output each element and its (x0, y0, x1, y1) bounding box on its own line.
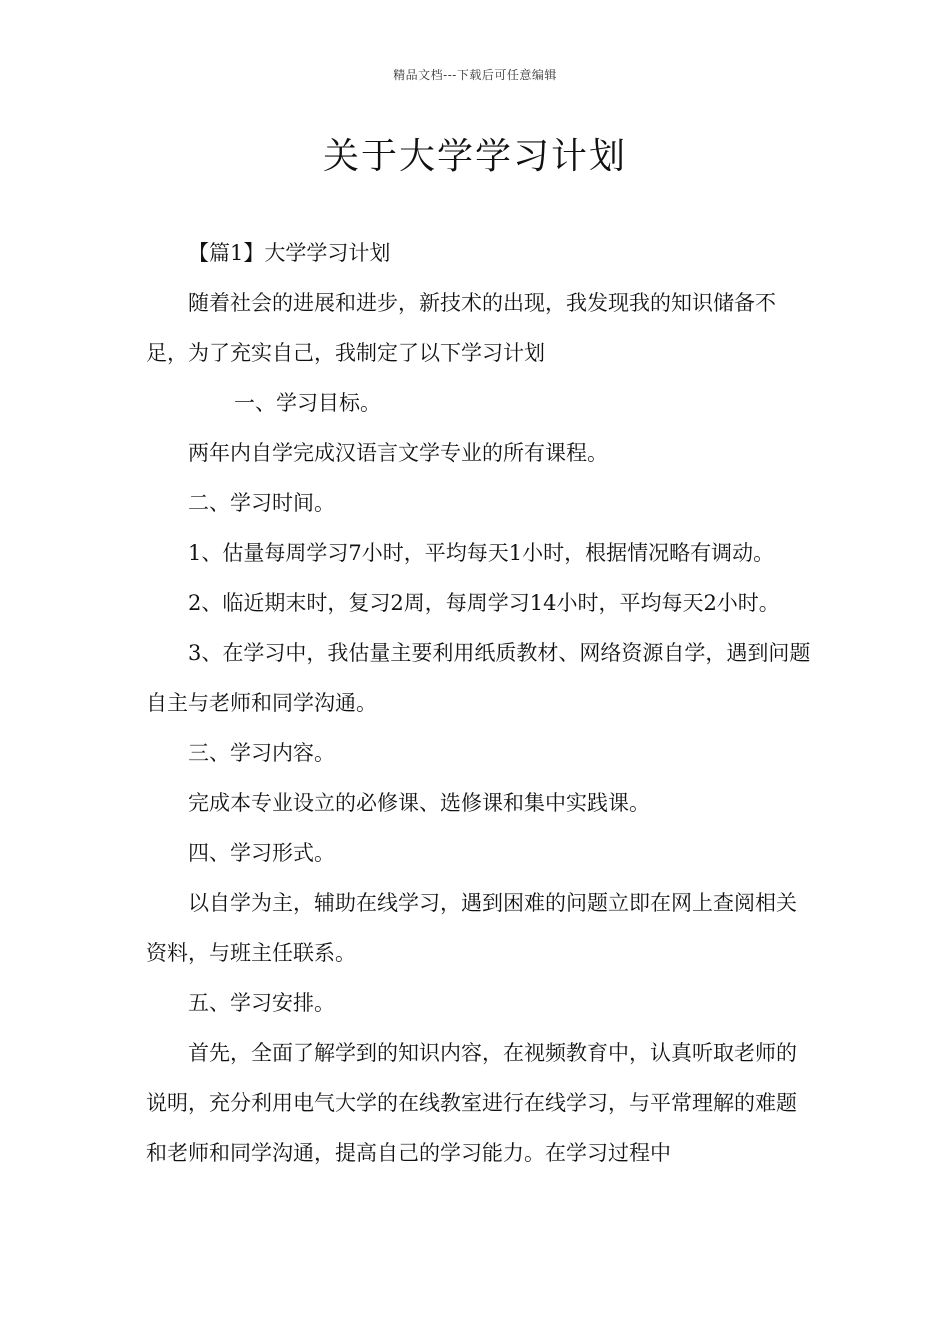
heading-study-goal: 一、学习目标。 (234, 391, 381, 415)
heading-study-form: 四、学习形式。 (188, 841, 335, 865)
heading-study-arrangement: 五、学习安排。 (188, 991, 335, 1015)
paragraph-study-goal: 两年内自学完成汉语言文学专业的所有课程。 (188, 441, 608, 465)
paragraph-time-exam: 2、临近期末时，复习2周，每周学习14小时，平均每天2小时。 (188, 591, 780, 615)
page-header-note: 精品文档---下载后可任意编辑 (393, 68, 557, 82)
heading-study-time: 二、学习时间。 (188, 491, 335, 515)
paragraph-study-form: 以自学为主，辅助在线学习，遇到困难的问题立即在网上查阅相关资料，与班主任联系。 (146, 891, 797, 965)
heading-study-content: 三、学习内容。 (188, 741, 335, 765)
paragraph-study-arrangement: 首先，全面了解学到的知识内容，在视频教育中，认真听取老师的说明，充分利用电气大学的在线教室进行在线学习，与平常理解的难题和老师和同学沟通，提高自己的学习能力。在学习过程中 (146, 1041, 797, 1165)
paragraph-time-weekly: 1、估量每周学习7小时，平均每天1小时，根据情况略有调动。 (188, 541, 775, 565)
paragraph-study-content: 完成本专业设立的必修课、选修课和集中实践课。 (188, 791, 650, 815)
paragraph-intro: 随着社会的进展和进步，新技术的出现，我发现我的知识储备不足，为了充实自己，我制定了以下学习计划 (146, 291, 776, 365)
document-title: 关于大学学习计划 (322, 136, 627, 177)
document-body (146, 228, 812, 1178)
paragraph-time-resources: 3、在学习中，我估量主要利用纸质教材、网络资源自学，遇到问题自主与老师和同学沟通。 (146, 641, 811, 715)
section-heading-part1: 【篇1】大学学习计划 (188, 241, 391, 265)
